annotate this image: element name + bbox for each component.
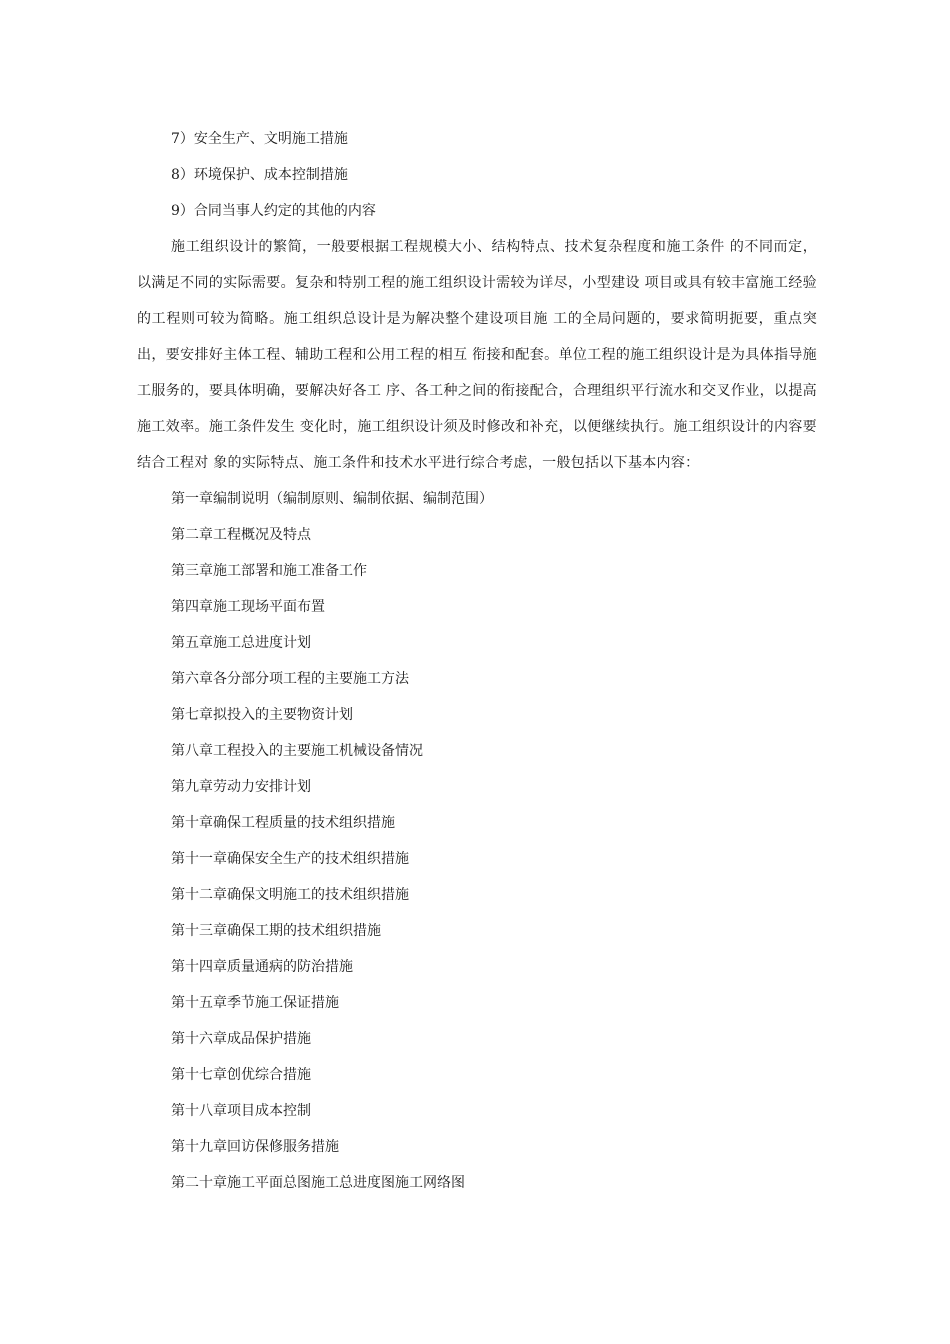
chapter-item: 第十七章创优综合措施	[171, 1067, 311, 1083]
chapter-item: 第二章工程概况及特点	[171, 527, 311, 543]
intro-item-8: 8）环境保护、成本控制措施	[171, 167, 348, 183]
chapter-item: 第十九章回访保修服务措施	[171, 1139, 339, 1155]
chapter-item: 第五章施工总进度计划	[171, 635, 311, 651]
body-paragraph: 施工组织设计的繁简，一般要根据工程规模大小、结构特点、技术复杂程度和施工条件 的不同而定，以满足不同的实际需要。复杂和特别工程的施工组织设计需较为详尽，小型建设 项目或具有较丰富施工经验的工程则可较为简略。施工组织总设计是为解决整个建设项目施 工的全局问题的，要求简明扼要，重点突出，要安排好主体工程、辅助工程和公用工程的相互 衔接和配套。单位工程的施工组织设计是为具体指导施工服务的，要具体明确，要解决好各工 序、各工种之间的衔接配合，合理组织平行流水和交叉作业，以提高施工效率。施工条件发生 变化时，施工组织设计须及时修改和补充，以便继续执行。施工组织设计的内容要结合工程对 象的实际特点、施工条件和技术水平进行综合考虑，一般包括以下基本内容：	[137, 239, 817, 471]
chapter-item: 第十一章确保安全生产的技术组织措施	[171, 851, 409, 867]
chapter-item: 第二十章施工平面总图施工总进度图施工网络图	[171, 1175, 465, 1191]
chapter-item: 第十章确保工程质量的技术组织措施	[171, 815, 395, 831]
chapter-item: 第八章工程投入的主要施工机械设备情况	[171, 743, 423, 759]
chapter-item: 第三章施工部署和施工准备工作	[171, 563, 367, 579]
chapter-item: 第十八章项目成本控制	[171, 1103, 311, 1119]
chapter-item: 第九章劳动力安排计划	[171, 779, 311, 795]
chapter-item: 第十六章成品保护措施	[171, 1031, 311, 1047]
chapter-item: 第十四章质量通病的防治措施	[171, 959, 353, 975]
chapter-item: 第七章拟投入的主要物资计划	[171, 707, 353, 723]
chapter-list	[137, 481, 817, 1201]
intro-item-7: 7）安全生产、文明施工措施	[171, 131, 348, 147]
chapter-item: 第六章各分部分项工程的主要施工方法	[171, 671, 409, 687]
chapter-item: 第十二章确保文明施工的技术组织措施	[171, 887, 409, 903]
chapter-item: 第十五章季节施工保证措施	[171, 995, 339, 1011]
chapter-item: 第一章编制说明（编制原则、编制依据、编制范围）	[171, 491, 493, 507]
intro-item-9: 9）合同当事人约定的其他的内容	[171, 203, 376, 219]
chapter-item: 第十三章确保工期的技术组织措施	[171, 923, 381, 939]
document-page	[137, 121, 817, 1201]
chapter-item: 第四章施工现场平面布置	[171, 599, 325, 615]
